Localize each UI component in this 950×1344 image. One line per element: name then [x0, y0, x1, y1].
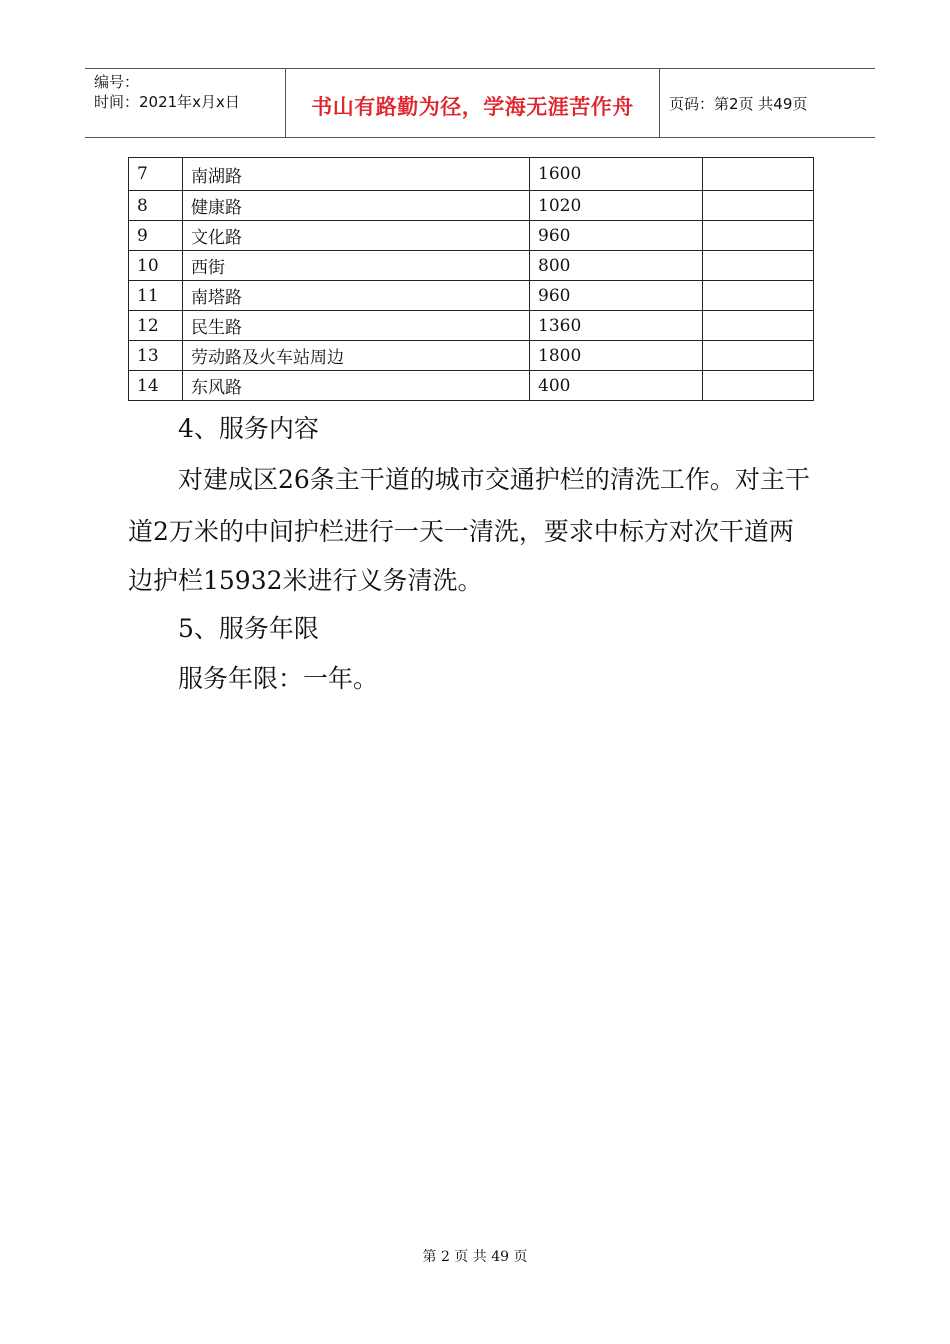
table-row: [129, 221, 814, 251]
remark-cell: [703, 341, 814, 371]
document-number-label: 编号：: [94, 73, 140, 91]
paragraph-line: 服务年限：一年。: [178, 664, 379, 693]
table-row: [129, 191, 814, 221]
row-index-cell: 14: [129, 371, 183, 401]
length-cell: 1600: [530, 158, 703, 191]
section-heading-service-content: 4、服务内容: [178, 414, 319, 443]
remark-cell: [703, 221, 814, 251]
row-index-cell: 10: [129, 251, 183, 281]
road-name-cell: 文化路: [183, 221, 530, 251]
row-index-cell: 12: [129, 311, 183, 341]
road-name-cell: 健康路: [183, 191, 530, 221]
row-index-cell: 11: [129, 281, 183, 311]
road-name-cell: 劳动路及火车站周边: [183, 341, 530, 371]
table-row: [129, 371, 814, 401]
road-table: [128, 157, 814, 401]
table-row: [129, 251, 814, 281]
header-page-cell: [660, 69, 875, 137]
page-footer: 第 2 页 共 49 页: [422, 1249, 528, 1265]
row-index-cell: 7: [129, 158, 183, 191]
paragraph-line: 边护栏15932米进行义务清洗。: [128, 566, 483, 595]
length-cell: 800: [530, 251, 703, 281]
remark-cell: [703, 281, 814, 311]
section-heading-service-term: 5、服务年限: [178, 614, 319, 643]
document-time-label: 时间：2021年x月x日: [94, 93, 240, 111]
table-row: [129, 311, 814, 341]
road-name-cell: 南塔路: [183, 281, 530, 311]
length-cell: 960: [530, 281, 703, 311]
table-row: [129, 158, 814, 191]
paragraph-line: 道2万米的中间护栏进行一天一清洗，要求中标方对次干道两: [128, 517, 794, 546]
page-header: [85, 68, 875, 138]
length-cell: 1020: [530, 191, 703, 221]
header-page-info: 页码：第2页 共49页: [669, 95, 808, 113]
length-cell: 960: [530, 221, 703, 251]
table-row: [129, 281, 814, 311]
remark-cell: [703, 311, 814, 341]
header-meta-cell: [85, 69, 286, 137]
remark-cell: [703, 158, 814, 191]
length-cell: 1360: [530, 311, 703, 341]
length-cell: 1800: [530, 341, 703, 371]
header-motto-cell: [286, 69, 660, 137]
road-name-cell: 东风路: [183, 371, 530, 401]
paragraph-line: 对建成区26条主干道的城市交通护栏的清洗工作。对主干: [178, 465, 810, 494]
remark-cell: [703, 251, 814, 281]
table-row: [129, 341, 814, 371]
remark-cell: [703, 371, 814, 401]
remark-cell: [703, 191, 814, 221]
road-name-cell: 南湖路: [183, 158, 530, 191]
road-name-cell: 民生路: [183, 311, 530, 341]
row-index-cell: 8: [129, 191, 183, 221]
road-name-cell: 西街: [183, 251, 530, 281]
row-index-cell: 13: [129, 341, 183, 371]
row-index-cell: 9: [129, 221, 183, 251]
header-motto: 书山有路勤为径，学海无涯苦作舟: [311, 95, 634, 119]
length-cell: 400: [530, 371, 703, 401]
